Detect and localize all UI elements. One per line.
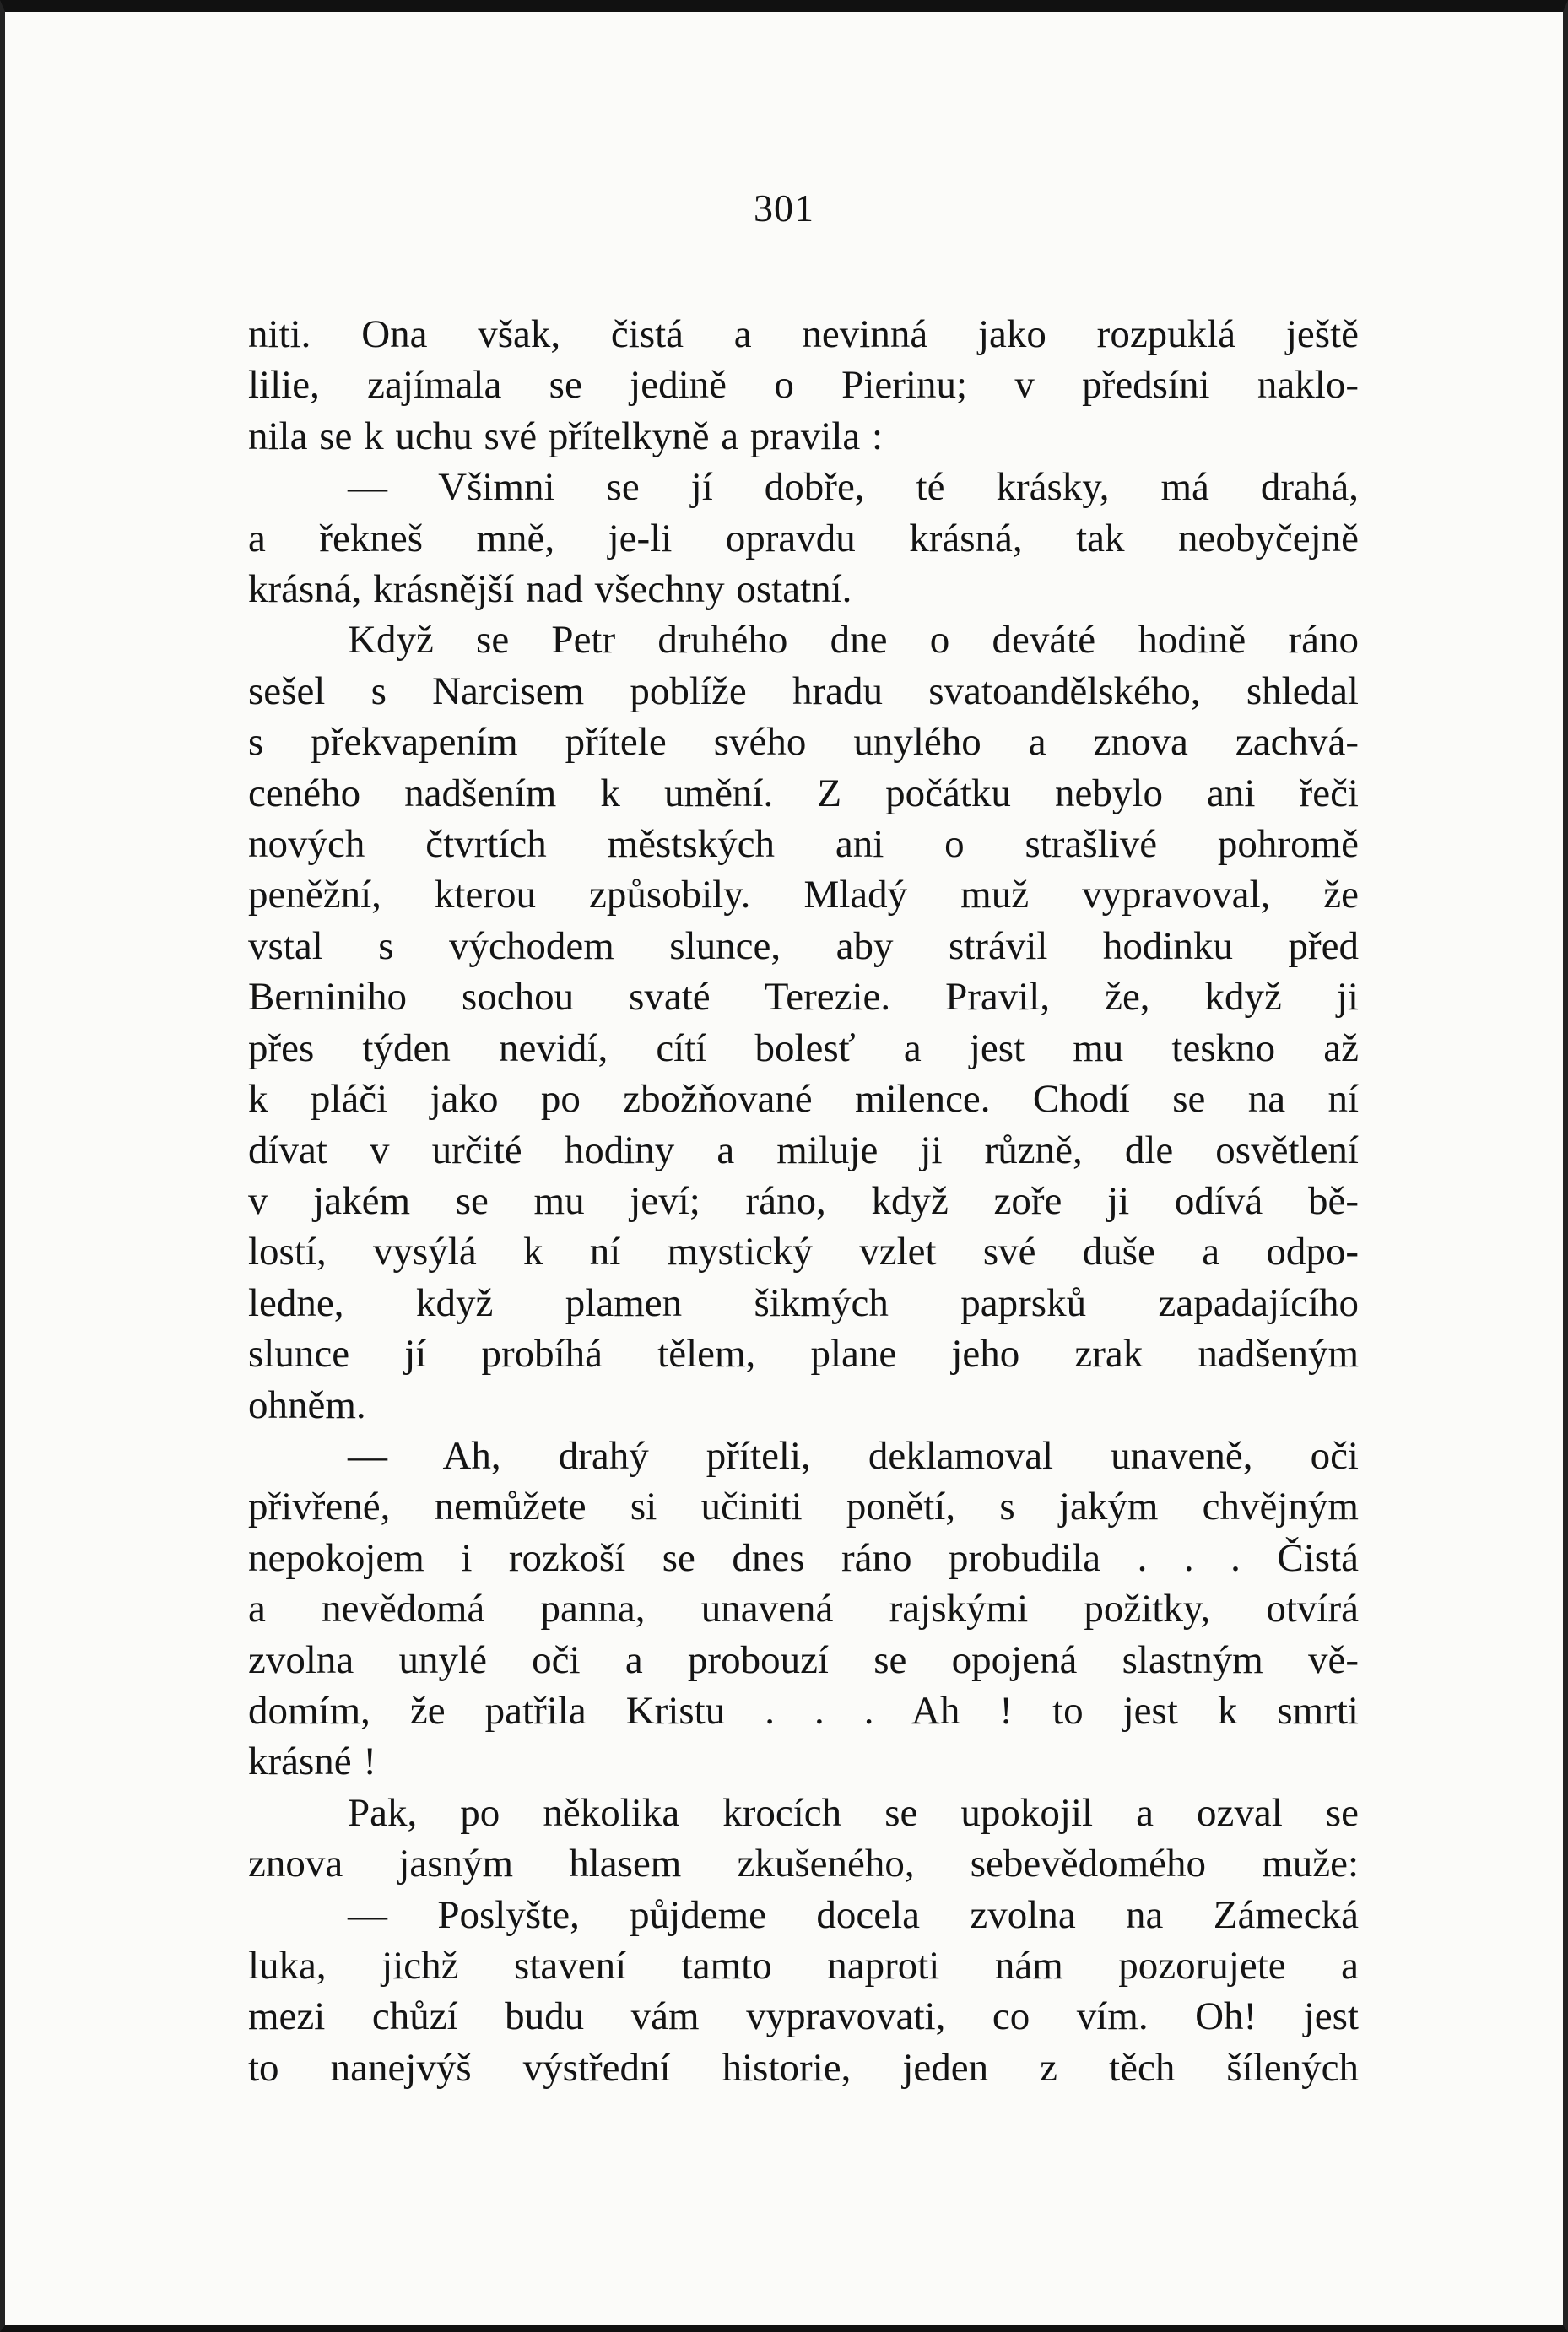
text-line: zvolna unylé oči a probouzí se opojená slastným vě- xyxy=(248,1637,1359,1682)
text-line: lostí, vysýlá k ní mystický vzlet své duše a odpo- xyxy=(248,1230,1359,1274)
text-line: dívat v určité hodiny a miluje ji různě, dle osvětlení xyxy=(248,1128,1359,1172)
text-line: niti. Ona však, čistá a nevinná jako rozpuklá ještě xyxy=(248,312,1359,356)
text-line: k pláči jako po zbožňované milence. Chodí se na ní xyxy=(248,1077,1359,1122)
text-line: nila se k uchu své přítelkyně a pravila : xyxy=(248,414,884,458)
text-line: to nanejvýš výstřední historie, jeden z těch šílených xyxy=(248,2045,1359,2090)
text-line: nepokojem i rozkoší se dnes ráno probudila . . . Čistá xyxy=(248,1535,1359,1580)
page-number: 301 xyxy=(754,187,814,230)
text-line: ohněm. xyxy=(248,1382,366,1427)
body-text xyxy=(248,309,1359,2093)
text-line: domím, že patřila Kristu . . . Ah ! to jest k smrti xyxy=(248,1688,1359,1733)
text-line: vstal s východem slunce, aby strávil hodinku před xyxy=(248,923,1359,968)
text-line: v jakém se mu jeví; ráno, když zoře ji odívá bě- xyxy=(248,1178,1359,1223)
text-line: — Ah, drahý příteli, deklamoval unaveně, oči xyxy=(348,1433,1359,1478)
text-line: — Poslyšte, půjdeme docela zvolna na Zámecká xyxy=(348,1892,1359,1937)
text-line: slunce jí probíhá tělem, plane jeho zrak nadšeným xyxy=(248,1332,1359,1377)
text-line: Pak, po několika krocích se upokojil a ozval se xyxy=(348,1790,1359,1835)
text-line: a nevědomá panna, unavená rajskými požitky, otvírá xyxy=(248,1587,1359,1631)
text-line: Když se Petr druhého dne o deváté hodině ráno xyxy=(348,618,1359,663)
text-line: luka, jichž stavení tamto naproti nám pozorujete a xyxy=(248,1944,1359,1988)
text-line: sešel s Narcisem poblíže hradu svatoandělského, shledal xyxy=(248,668,1359,713)
text-line: přes týden nevidí, cítí bolesť a jest mu teskno až xyxy=(248,1025,1359,1070)
text-line: krásná, krásnější nad všechny ostatní. xyxy=(248,567,852,612)
text-line: ceného nadšením k umění. Z počátku nebylo ani řeči xyxy=(248,771,1359,815)
text-line: lilie, zajímala se jedině o Pierinu; v předsíni naklo- xyxy=(248,363,1359,408)
text-line: — Všimni se jí dobře, té krásky, má drahá, xyxy=(348,465,1359,510)
text-line: krásné ! xyxy=(248,1740,377,1784)
text-line: ledne, když plamen šikmých paprsků zapadajícího xyxy=(248,1280,1359,1325)
text-line: mezi chůzí budu vám vypravovati, co vím. Oh! jest xyxy=(248,1994,1359,2039)
text-line: znova jasným hlasem zkušeného, sebevědomého muže: xyxy=(248,1842,1359,1886)
text-line: nových čtvrtích městských ani o strašlivé pohromě xyxy=(248,822,1359,867)
text-line: přivřené, nemůžete si učiniti ponětí, s jakým chvějným xyxy=(248,1485,1359,1529)
text-line: peněžní, kterou způsobily. Mladý muž vypravoval, že xyxy=(248,873,1359,917)
text-line: a řekneš mně, je-li opravdu krásná, tak neobyčejně xyxy=(248,516,1359,560)
text-line: s překvapením přítele svého unylého a znova zachvá- xyxy=(248,720,1359,765)
text-line: Berniniho sochou svaté Terezie. Pravil, že, když ji xyxy=(248,975,1359,1020)
